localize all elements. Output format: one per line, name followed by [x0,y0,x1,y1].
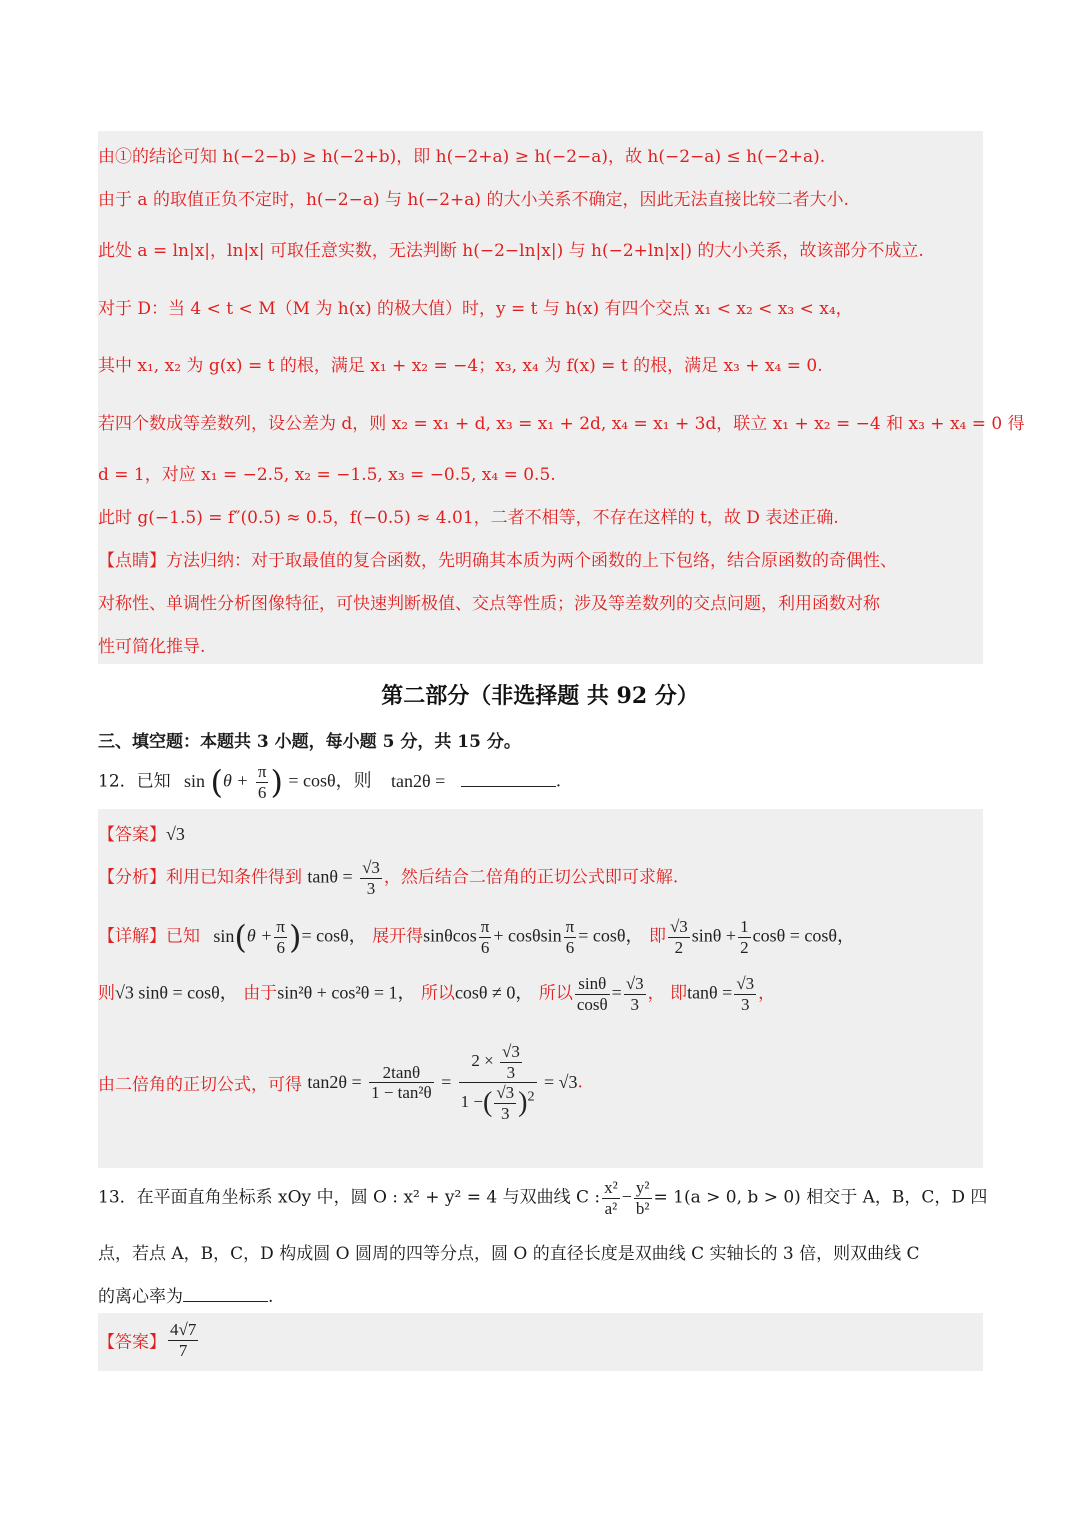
a12-d2-pythagorean: sin²θ + cos²θ = 1， [277,982,416,1003]
a12-d2-text-d: 所以 [538,983,573,1004]
solution-line-7: d = 1，对应 x₁ = −2.5, x₂ = −1.5, x₃ = −0.5, x₄ = 0.5. [98,465,556,485]
solution-line-1: 由①的结论可知 h(−2−b) ≥ h(−2+b)，即 h(−2+a) ≥ h(−2−a)，故 h(−2−a) ≤ h(−2+a). [98,147,826,167]
q13-text-a: 13．在平面直角坐标系 xOy 中，圆 O : x² + y² = 4 与双曲线 C : [98,1187,601,1208]
a12-d2-comma-2: ， [758,983,776,1004]
a13-answer-value: $\frac{4√7}{7}$ [170,1320,197,1360]
a12-d3-formula: $\frac{2\tan\theta}{\text{1 − tan²θ}}$ [371,1062,432,1103]
solution-line-8: 此时 g(−1.5) = f″(0.5) ≈ 0.5，f(−0.5) ≈ 4.01，二者不相等，不存在这样的 t，故 D 表述正确. [98,508,839,528]
a12-expand-3: = cosθ， [578,925,644,946]
a12-analysis-line [98,858,678,898]
a12-d2-text-a: 则 [98,983,115,1004]
a12-d2-cos-ne-0: cosθ ≠ 0， [454,982,534,1003]
a12-detail-tag: 【详解】 [98,926,166,947]
q13-answer-blank [183,1285,268,1302]
a12-expand-2: + cosθsin [493,925,562,946]
a12-d3-dot: . [577,1072,583,1093]
section-title: 第二部分（非选择题 共 92 分） [381,683,699,709]
solution-line-4: 对于 D：当 4 < t < M（M 为 h(x) 的极大值）时，y = t 与 h(x) 有四个交点 x₁ < x₂ < x₃ < x₄， [98,299,853,319]
q13-text-c: 的离心率为 [98,1287,183,1307]
a12-answer-line [98,820,185,845]
q13-x2-over-a2: $\frac{\text{x²}}{\text{a²}}$ [604,1178,618,1218]
solution-remark-line-1: 【点睛】方法归纳：对于取最值的复合函数，先明确其本质为两个函数的上下包络，结合原函数的奇偶性、 [98,551,897,571]
a12-d2-eq: = [611,982,622,1003]
a12-half-sin: sinθ + [691,925,737,946]
q12-eq-cos: = cosθ，则 [288,770,372,791]
a12-expand-pi6-b: $\frac{\pi}{6}$ [565,917,575,957]
a12-d2-sqrt3-sin: √3 sinθ = cosθ， [115,982,238,1003]
q12-sin: sin [184,770,206,791]
q13-y2-over-b2: $\frac{\text{y²}}{\text{b²}}$ [635,1178,650,1218]
a12-d2-sqrt3-over-3: $\frac{√3}{3}$ [625,974,644,1014]
a12-expand-pi6-a: $\frac{\pi}{6}$ [480,917,490,957]
q13-text-b: = 1(a > 0, b > 0) 相交于 A，B，C，D 四 [653,1187,988,1208]
a12-detail-pi6: $\frac{\pi}{6}$ [276,917,285,957]
q12-theta-plus: θ + [222,770,249,791]
question-13-line-2: 点，若点 A，B，C，D 构成圆 O 圆周的四等分点，圆 O 的直径长度是双曲线 C 实轴长的 3 倍，则双曲线 C [98,1244,920,1264]
solution-line-6: 若四个数成等差数列，设公差为 d，则 x₂ = x₁ + d, x₃ = x₁ + 2d, x₄ = x₁ + 3d，联立 x₁ + x₂ = −4 和 x₃ + x₄ = 0 得 [98,414,1025,434]
a12-detail-text-c: 即 [648,926,666,947]
a13-answer-line [98,1320,200,1360]
a12-analysis-tan: tanθ = [307,866,353,887]
question-13-line-3 [98,1282,273,1307]
a12-detail-text-a: 已知 [166,926,200,947]
a12-detail-line-1: 【详解】已知 sin(θ + $\frac{\pi}{6}$ )= cosθ， 展开得sinθcos $\frac{\pi}{6}$ + cosθsin $\frac{\pi}{6}$ = cosθ， 即 $\frac{√3}{2}$ sinθ + $\frac{1}{2}$ cosθ = cosθ， [98,917,855,957]
a12-d2-tan-value: $\frac{√3}{3}$ [736,974,755,1014]
a12-d2-text-b: 由于 [243,983,278,1004]
a12-detail-theta-plus: θ + [246,925,273,946]
solution-line-2: 由于 a 的取值正负不定时，h(−2−a) 与 h(−2+a) 的大小关系不确定，因此无法直接比较二者大小. [98,190,849,210]
a13-answer-tag: 【答案】 [98,1332,166,1353]
a12-detail-text-b: 展开得 [372,926,424,947]
answer-block-13 [98,1313,983,1371]
solution-line-3: 此处 a = ln|x|，ln|x| 可取任意实数，无法判断 h(−2−ln|x|) 与 h(−2+ln|x|) 的大小关系，故该部分不成立. [98,241,924,261]
a12-analysis-text-a: 利用已知条件得到 [166,867,302,888]
a12-d3-text: 由二倍角的正切公式，可得 [98,1075,302,1096]
section-intro: 三、填空题：本题共 3 小题，每小题 5 分，共 15 分。 [98,732,521,752]
a12-answer-tag: 【答案】 [98,825,166,845]
a12-d2-comma: ， [647,983,665,1004]
a12-d3-big-fraction: 2 × $\frac{√3}{3}$ 1 −( $\frac{√3}{3}$ )$^2$ [460,1042,535,1123]
solution-remark-line-2: 对称性、单调性分析图像特征，可快速判断极值、交点等性质；涉及等差数列的交点问题，利用函数对称 [98,594,880,614]
a12-d2-sin-over-cos: $\frac{\sin\theta}{\cos\theta}$ [576,974,608,1014]
solution-remark-line-3: 性可简化推导. [98,637,206,657]
question-12: 12．已知 sin (θ + $\frac{\pi}{6}$ ) = cosθ，则 tan2θ = . [98,762,562,802]
a12-one-over-2: $\frac{1}{2}$ [740,917,749,957]
q12-number: 12．已知 [98,771,171,792]
a12-detail-line-2 [98,974,775,1014]
q12-answer-blank [461,770,556,787]
solution-block-11 [98,131,983,664]
a12-d2-tan-eq: tanθ = [687,982,733,1003]
a12-d3-eq: = [441,1072,452,1093]
a12-detail-sin: sin [213,925,235,946]
a12-analysis-tag: 【分析】 [98,867,166,888]
a12-answer-value: √3 [166,824,185,844]
a12-analysis-text-c: ，然后结合二倍角的正切公式即可求解. [383,867,679,888]
q12-pi-over-6: $\frac{\pi}{6}$ [257,762,267,802]
a12-half-cos: cosθ = cosθ， [752,925,855,946]
q12-tan2: tan2θ = [391,770,446,791]
a12-analysis-frac: $\frac{√3}{3}$ [362,858,380,898]
q13-end: . [268,1287,274,1307]
solution-line-5: 其中 x₁, x₂ 为 g(x) = t 的根，满足 x₁ + x₂ = −4；x₃, x₄ 为 f(x) = t 的根，满足 x₃ + x₄ = 0. [98,356,823,376]
a12-d3-tan2: tan2θ = [307,1072,362,1093]
a12-d3-result: = √3 [543,1072,578,1093]
q13-minus: − [621,1186,632,1207]
a12-detail-eq-cos: = cosθ， [301,925,367,946]
question-13-line-1 [98,1178,987,1218]
a12-expand-1: sinθcos [423,925,477,946]
a12-d2-text-c: 所以 [420,983,455,1004]
a12-sqrt3-over-2: $\frac{√3}{2}$ [669,917,688,957]
a12-d2-text-e: 即 [670,983,688,1004]
q12-end: . [555,771,562,792]
a12-detail-line-3 [98,1042,583,1123]
